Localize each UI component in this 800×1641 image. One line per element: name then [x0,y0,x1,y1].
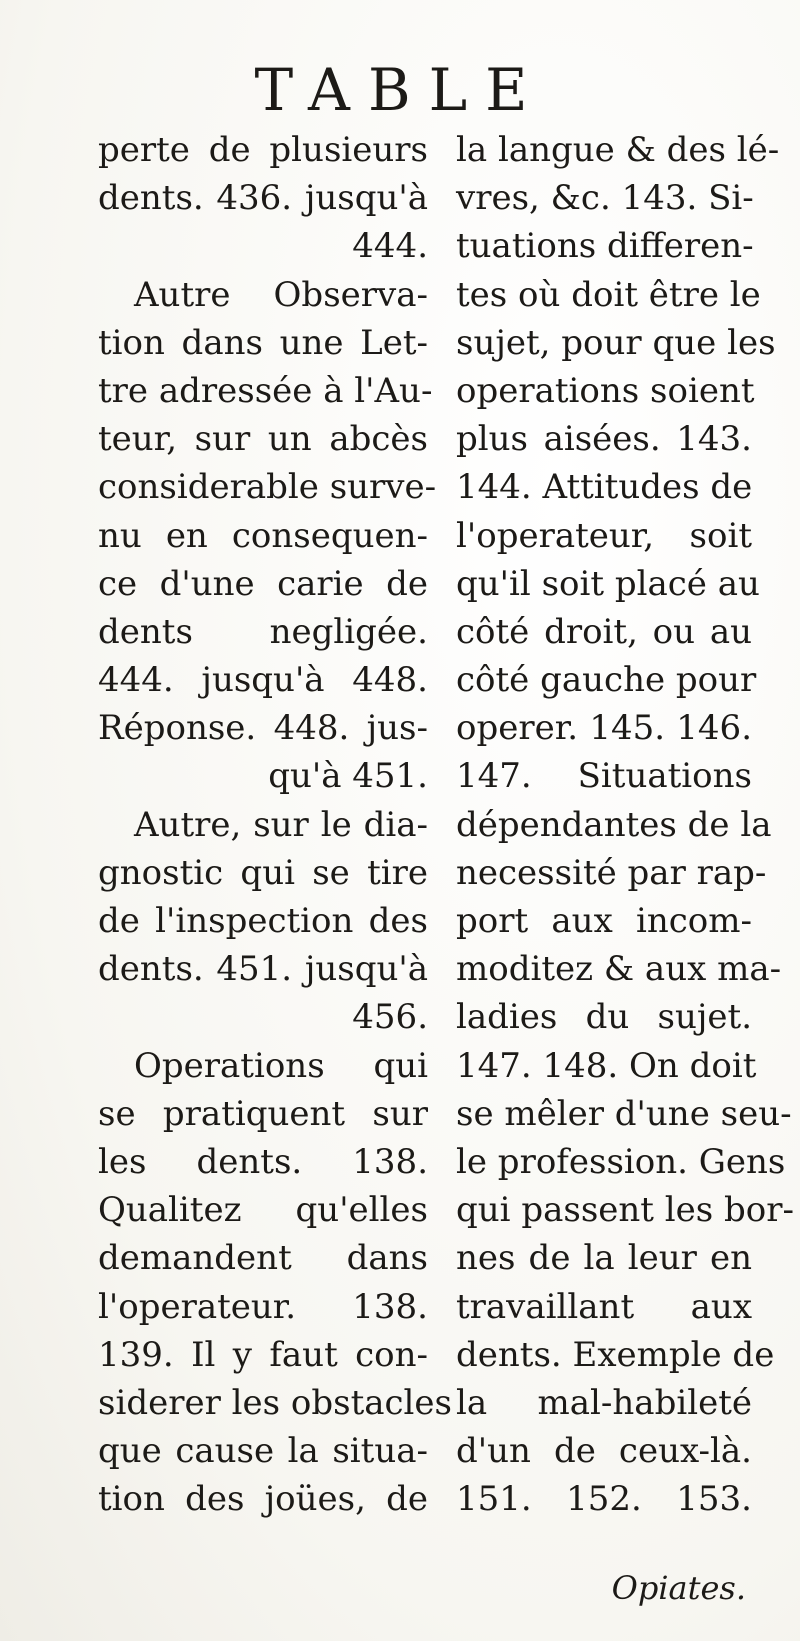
text-line: tes où doit être le [456,274,761,315]
catchword: Opiates. [611,1569,746,1607]
right-column [456,126,794,1523]
text-line: l'operateur, soit [456,515,752,556]
text-line: côté droit, ou au [456,611,752,652]
text-line: Autre Observa- [134,274,428,315]
text-line: Qualitez qu'elles [98,1190,428,1231]
left-column [98,126,452,1523]
text-line: 147. Situations [456,756,752,797]
text-line: moditez & aux ma- [456,949,782,990]
text-line: perte de plusieurs [98,130,428,170]
text-line: teur, sur un abcès [98,419,428,460]
text-line: 151. 152. 153. [456,1479,752,1520]
text-line: d'un de ceux-là. [456,1431,752,1472]
text-line: operer. 145. 146. [456,708,752,749]
text-line: considerable surve- [98,467,437,508]
text-line: côté gauche pour [456,660,757,701]
running-head: TABLE [254,56,546,124]
text-line: dents. 436. jusqu'à [98,178,428,219]
text-line: sujet, pour que les [456,322,776,363]
text-line: se mêler d'une seu- [456,1093,792,1134]
text-line: Réponse. 448. jus- [98,708,428,749]
text-line: 139. Il y faut con- [98,1334,428,1375]
text-line: travaillant aux [456,1286,752,1327]
text-line: Autre, sur le dia- [134,804,428,845]
text-line: ce d'une carie de [98,563,428,604]
text-line: dents negligée. [98,611,428,652]
text-line: ladies du sujet. [456,997,752,1038]
text-line: le profession. Gens [456,1141,786,1182]
text-line: 144. Attitudes de [456,467,753,508]
text-line: nes de la leur en [456,1238,752,1279]
text-line: qui passent les bor- [456,1190,794,1231]
text-line: les dents. 138. [98,1141,428,1182]
text-line: qu'il soit placé au [456,563,760,604]
text-line: 444. jusqu'à 448. [98,660,428,701]
text-line: 444. [352,226,428,267]
text-line: operations soient [456,370,755,411]
text-line: dents. 451. jusqu'à [98,949,428,990]
text-line: de l'inspection des [98,901,428,941]
text-line: Operations qui [134,1045,428,1086]
text-line: tion des joües, de [98,1479,428,1520]
text-line: tre adressée à l'Au- [98,370,433,411]
text-line: la mal-habileté [456,1382,752,1423]
text-line: port aux incom- [456,901,752,941]
text-line: demandent dans [98,1238,428,1279]
text-line: siderer les obstacles [98,1382,452,1423]
text-line: vres, &c. 143. Si- [456,178,754,219]
text-line: la langue & des lé- [456,130,780,170]
text-line: l'operateur. 138. [98,1286,428,1327]
text-line: que cause la situa- [98,1431,428,1472]
text-line: plus aisées. 143. [456,419,752,460]
text-line: necessité par rap- [456,852,767,893]
text-line: 147. 148. On doit [456,1045,757,1086]
text-line: dépendantes de la [456,804,772,845]
text-line: qu'à 451. [268,756,428,797]
text-line: gnostic qui se tire [98,852,428,893]
text-line: dents. Exemple de [456,1334,775,1375]
text-line: tion dans une Let- [98,322,428,363]
text-line: 456. [352,997,428,1038]
text-line: se pratiquent sur [98,1093,428,1134]
text-line: tuations differen- [456,226,754,267]
text-line: nu en consequen- [98,515,428,556]
